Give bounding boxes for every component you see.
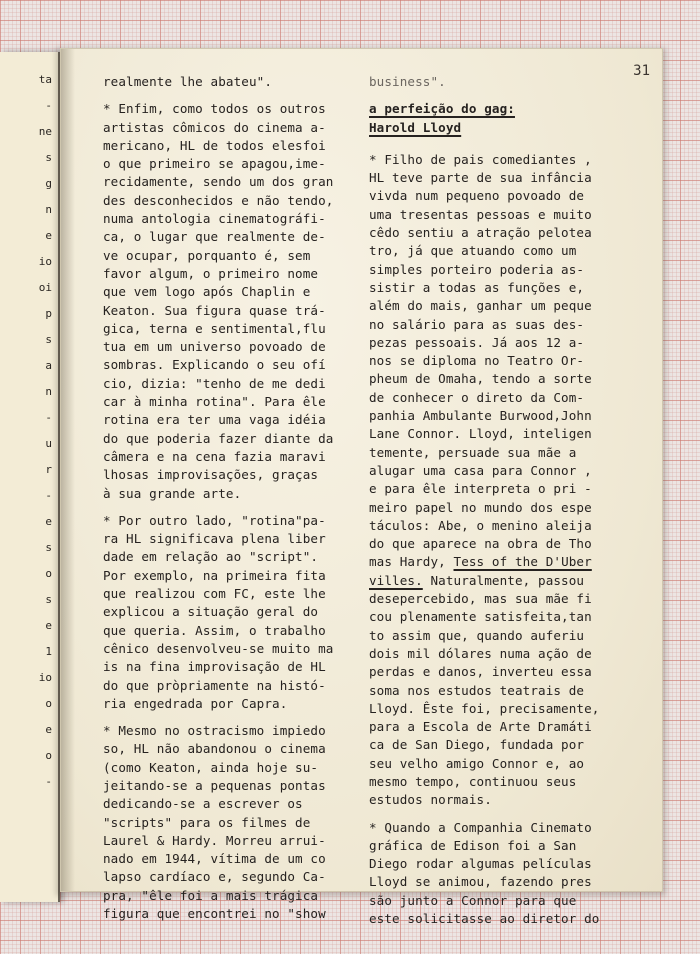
text-line: HL teve parte de sua infância xyxy=(369,170,592,186)
page-gutter xyxy=(61,49,75,891)
edge-fragment: io xyxy=(38,671,52,684)
text-line: ra HL significava plena liber xyxy=(103,531,326,547)
para-continuation xyxy=(103,73,365,91)
text-line: simples porteiro poderia as- xyxy=(369,261,585,277)
text-line: ca de San Diego, fundada por xyxy=(369,737,585,753)
text-line: "scripts" para os filmes de xyxy=(103,814,311,830)
text-line: do que aparece na obra de Tho xyxy=(369,536,592,552)
edge-fragment: ne xyxy=(38,125,52,138)
text-line: Lloyd se animou, fazendo pres xyxy=(369,874,592,890)
text-line: perdas e danos, inverteu essa xyxy=(369,664,592,680)
edge-fragment: s xyxy=(45,151,52,164)
text-line: (como Keaton, ainda hoje su- xyxy=(103,759,319,775)
text-line: do que pròpriamente na histó- xyxy=(103,677,326,693)
edge-fragment: io xyxy=(38,255,52,268)
text-line: ria engedrada por Capra. xyxy=(103,695,288,711)
edge-fragment: u xyxy=(45,437,52,450)
para-ostracismo xyxy=(103,722,365,923)
text-line: sistir a todas as funções e, xyxy=(369,279,585,295)
edge-fragment: o xyxy=(45,567,52,580)
right-continuation: business". xyxy=(369,74,446,89)
text-line: cio, dizia: "tenho de me dedi xyxy=(103,375,326,391)
heading-line-2: Harold Lloyd xyxy=(369,119,462,135)
text-line: artistas cômicos do cinema a- xyxy=(103,119,326,135)
text-line: meiro papel no mundo dos espe xyxy=(369,499,592,515)
text-line: des desconhecidos e não tendo, xyxy=(103,192,334,208)
text-line: táculos: Abe, o menino aleija xyxy=(369,517,592,533)
text-line: figura que encontrei no "show xyxy=(103,906,326,922)
text-line: e para êle interpreta o pri - xyxy=(369,481,592,497)
text-line: temente, persuade sua mãe a xyxy=(369,444,577,460)
text-line: panhia Ambulante Burwood,John xyxy=(369,408,592,424)
text-line: o que primeiro se apagou,ime- xyxy=(103,156,326,172)
text-line: para a Escola de Arte Dramáti xyxy=(369,719,592,735)
text-line: favor algum, o primeiro nome xyxy=(103,265,319,281)
text-line: são junto a Connor para que xyxy=(369,892,577,908)
text-line: dedicando-se a escrever os xyxy=(103,796,303,812)
text-line: mas Hardy, Tess of the D'Uber xyxy=(369,554,592,570)
text-line: ca, o lugar que realmente de- xyxy=(103,229,326,245)
typewritten-page xyxy=(60,48,663,927)
text-line: Keaton. Sua figura quase trá- xyxy=(103,302,326,318)
text-line: à sua grande arte. xyxy=(103,485,242,501)
edge-fragment: e xyxy=(45,515,52,528)
text-line: is na fina improvisação de HL xyxy=(103,659,326,675)
text-line: lhosas improvisações, graças xyxy=(103,467,319,483)
para-enfim xyxy=(103,100,365,503)
text-line: Diego rodar algumas películas xyxy=(369,856,592,872)
text-line: * Quando a Companhia Cinemato xyxy=(369,819,592,835)
text-line: sombras. Explicando o seu ofí xyxy=(103,357,326,373)
left-page-edge xyxy=(0,52,60,902)
text-line: pezas pessoais. Já aos 12 a- xyxy=(369,334,585,350)
text-line: mesmo tempo, continuou seus xyxy=(369,773,577,789)
text-line: pheum de Omaha, tendo a sorte xyxy=(369,371,592,387)
text-line: * Filho de pais comediantes , xyxy=(369,151,592,167)
edge-fragment: o xyxy=(45,697,52,710)
text-line: que queria. Assim, o trabalho xyxy=(103,622,326,638)
edge-fragment: - xyxy=(45,411,52,424)
text-line: nado em 1944, vítima de um co xyxy=(103,851,326,867)
text-line: car à minha rotina". Para êle xyxy=(103,394,326,410)
text-line: * Por outro lado, "rotina"pa- xyxy=(103,512,326,528)
text-line: tua em um universo povoado de xyxy=(103,339,326,355)
text-line: alugar uma casa para Connor , xyxy=(369,462,592,478)
text-line: cênico desenvolveu-se muito ma xyxy=(103,640,334,656)
edge-fragment: s xyxy=(45,333,52,346)
text-line: cou plenamente satisfeita,tan xyxy=(369,609,592,625)
left-column xyxy=(103,73,365,932)
edge-fragment: n xyxy=(45,385,52,398)
edge-fragment: e xyxy=(45,619,52,632)
text-line: Por exemplo, na primeira fita xyxy=(103,567,326,583)
text-line: rotina era ter uma vaga idéia xyxy=(103,412,326,428)
section-heading xyxy=(369,100,629,137)
text-line: so, HL não abandonou o cinema xyxy=(103,741,326,757)
text-line: Laurel & Hardy. Morreu arrui- xyxy=(103,832,326,848)
edge-fragment: e xyxy=(45,229,52,242)
text-line: além do mais, ganhar um peque xyxy=(369,298,592,314)
text-line: dade em relação ao "script". xyxy=(103,549,319,565)
text-line: tro, já que atuando como um xyxy=(369,243,577,259)
edge-fragment: - xyxy=(45,489,52,502)
text-line: câmera e na cena fazia maravi xyxy=(103,448,326,464)
edge-fragment: oi xyxy=(38,281,52,294)
text-line: estudos normais. xyxy=(369,792,492,808)
text-line: to assim que, quando auferiu xyxy=(369,627,585,643)
text-line: vivda num pequeno povoado de xyxy=(369,188,585,204)
text-line: cêdo sentiu a atração pelotea xyxy=(369,225,592,241)
text-line: ve ocupar, porquanto é, sem xyxy=(103,247,311,263)
text-line: explicou a situação geral do xyxy=(103,604,319,620)
edge-fragment: n xyxy=(45,203,52,216)
right-column xyxy=(369,73,629,937)
text-line: * Mesmo no ostracismo impiedo xyxy=(103,723,326,739)
text-line: lapso cardíaco e, segundo Ca- xyxy=(103,869,326,885)
text-line: realmente lhe abateu". xyxy=(103,74,273,89)
text-line: nos se diploma no Teatro Or- xyxy=(369,353,585,369)
para-rotina xyxy=(103,512,365,713)
text-line: de conhecer o direto da Com- xyxy=(369,389,585,405)
text-line: que realizou com FC, este lhe xyxy=(103,586,326,602)
text-line: desepercebido, mas sua mãe fi xyxy=(369,591,592,607)
text-line: do que poderia fazer diante da xyxy=(103,430,334,446)
para-filho xyxy=(369,151,629,810)
text-line: dois mil dólares numa ação de xyxy=(369,645,592,661)
edge-fragment: s xyxy=(45,541,52,554)
edge-fragment: e xyxy=(45,723,52,736)
text-line: gica, terna e sentimental,flu xyxy=(103,320,326,336)
edge-fragment: s xyxy=(45,593,52,606)
text-line: * Enfim, como todos os outros xyxy=(103,101,326,117)
text-line: mericano, HL de todos elesfoi xyxy=(103,137,326,153)
edge-fragment: a xyxy=(45,359,52,372)
text-line: recidamente, sendo um dos gran xyxy=(103,174,334,190)
text-line: que vem logo após Chaplin e xyxy=(103,284,311,300)
text-line: Lane Connor. Lloyd, inteligen xyxy=(369,426,592,442)
edge-fragment: p xyxy=(45,307,52,320)
text-line: seu velho amigo Connor e, ao xyxy=(369,755,585,771)
text-line: jeitando-se a pequenas pontas xyxy=(103,777,326,793)
edge-fragment: - xyxy=(45,775,52,788)
edge-fragment: r xyxy=(45,463,52,476)
para-companhia xyxy=(369,819,629,929)
text-line: uma tresentas pessoas e muito xyxy=(369,206,592,222)
text-line: villes. Naturalmente, passou xyxy=(369,572,585,588)
edge-fragment: g xyxy=(45,177,52,190)
text-line: pra, "êle foi a mais trágica xyxy=(103,887,319,903)
text-line: este solicitasse ao diretor do xyxy=(369,911,600,927)
edge-fragment: 1 xyxy=(45,645,52,658)
text-line: gráfica de Edison foi a San xyxy=(369,837,577,853)
page-number: 31 xyxy=(633,63,650,79)
text-line: no salário para as suas des- xyxy=(369,316,585,332)
edge-fragment: o xyxy=(45,749,52,762)
text-line: Lloyd. Êste foi, precisamente, xyxy=(369,700,600,716)
edge-fragment: ta xyxy=(38,73,52,86)
text-line: numa antologia cinematográfi- xyxy=(103,211,326,227)
heading-line-1: a perfeição do gag: xyxy=(369,101,515,117)
text-line: soma nos estudos teatrais de xyxy=(369,682,585,698)
edge-fragment: - xyxy=(45,99,52,112)
